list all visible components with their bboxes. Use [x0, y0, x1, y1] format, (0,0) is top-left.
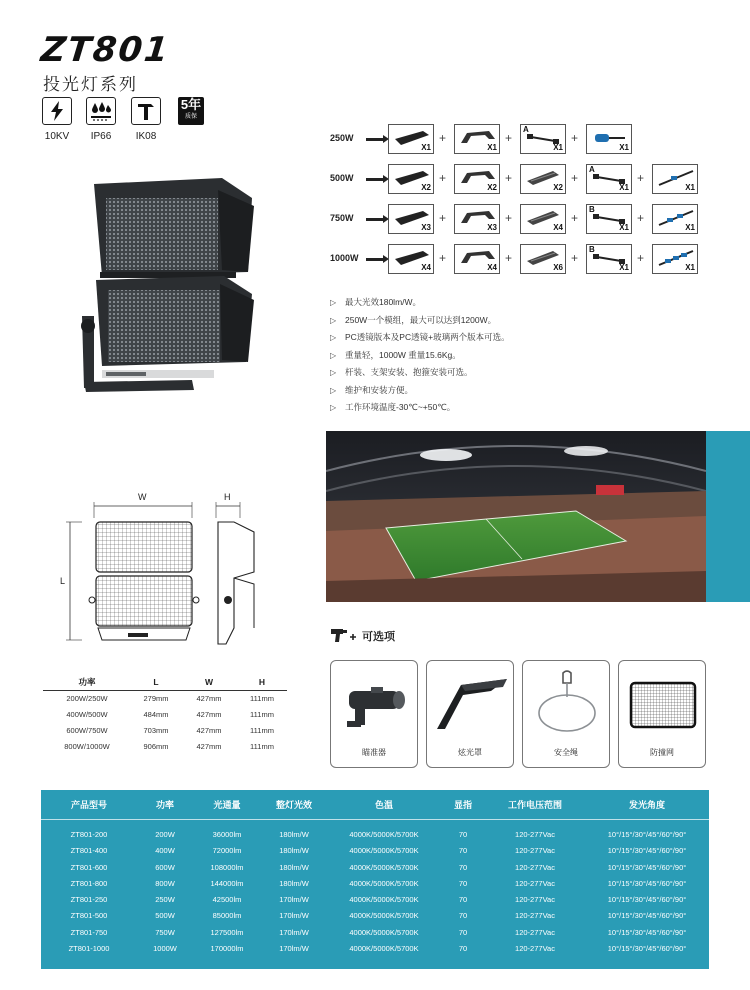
option-card-guard-net: 防撞网 [618, 660, 706, 768]
warranty-note: 质保 [184, 114, 197, 120]
table-cell: 10°/15°/30°/45°/60°/90° [607, 830, 687, 839]
list-item: ▷ PC透镜版本及PC透镜+玻璃两个版本可选。 [330, 329, 510, 347]
table-row [41, 843, 709, 859]
table-cell: 120-277Vac [515, 830, 555, 839]
heatsink-icon: X6 [520, 244, 566, 274]
table-cell: 10°/15°/30°/45°/60°/90° [607, 895, 687, 905]
module-configuration-diagram [330, 124, 700, 274]
table-cell: 170lm/W [279, 895, 309, 905]
connector-cable-icon: A X1 [520, 124, 566, 154]
table-cell: 70 [458, 944, 468, 954]
table-cell: 4000K/5000K/5700K [349, 878, 419, 888]
specification-table [41, 790, 709, 969]
config-row-500w: 500W X2 + X2 + X2 + A X1 + X1 [330, 164, 700, 194]
table-cell: 4000K/5000K/5700K [349, 895, 419, 905]
table-cell: 170lm/W [279, 944, 309, 954]
table-row [41, 827, 709, 843]
table-cell: 144000lm [210, 878, 244, 888]
stadium-application-photo [326, 431, 706, 602]
connector-cable-icon: A X1 [586, 164, 632, 194]
table-row [41, 860, 709, 876]
list-item: ▷ 250W一个模组，最大可以达到1200W。 [330, 312, 510, 330]
table-cell: 72000lm [212, 846, 242, 856]
drill-icon [330, 627, 356, 645]
table-cell: 120-277Vac [515, 944, 555, 954]
driver-plug-icon: X1 [586, 124, 632, 154]
aiming-scope-icon [335, 669, 415, 739]
table-cell: 10°/15°/30°/45°/60°/90° [607, 927, 687, 937]
table-cell: 170000lm [210, 944, 244, 954]
table-cell: 170lm/W [279, 927, 309, 937]
list-item: ▷ 工作环境温度-30℃~+50℃。 [330, 399, 510, 417]
table-row [41, 908, 709, 924]
table-row: 800W/1000W 906mm 427mm 111mm [64, 742, 274, 751]
lightning-icon [42, 97, 72, 125]
list-item: ▷ 重量轻，1000W 重量15.6Kg。 [330, 347, 510, 365]
guard-net-icon [623, 669, 703, 739]
table-cell: 400W [155, 846, 175, 856]
table-row [41, 925, 709, 941]
table-cell: ZT801-750 [70, 927, 108, 937]
table-row: 600W/750W 703mm 427mm 111mm [66, 726, 274, 735]
table-cell: 170lm/W [279, 911, 309, 921]
option-card-safety-rope: 安全绳 [522, 660, 610, 768]
config-watt-label: 750W [330, 213, 354, 223]
option-card-scope: 瞄准器 [330, 660, 418, 768]
heatsink-icon: X2 [520, 164, 566, 194]
bracket-icon: X3 [454, 204, 500, 234]
table-cell: 120-277Vac [515, 878, 555, 888]
table-cell: 120-277Vac [515, 927, 555, 937]
table-cell: 70 [458, 830, 468, 839]
table-header: 产品型号 功率 光通量 整灯光效 色温 显指 工作电压范围 发光角度 [41, 790, 709, 820]
table-cell: 70 [458, 895, 468, 905]
table-cell: 70 [458, 878, 468, 888]
table-cell: 120-277Vac [515, 895, 555, 905]
table-cell: 180lm/W [279, 878, 309, 888]
table-cell: 42500lm [212, 895, 242, 905]
table-cell: 180lm/W [279, 830, 309, 839]
table-cell: 600W [155, 862, 175, 872]
connector-cable-icon: B X1 [586, 204, 632, 234]
table-cell: 85000lm [212, 911, 242, 921]
bracket-icon: X4 [454, 244, 500, 274]
table-cell: 70 [458, 911, 468, 921]
table-cell: 750W [155, 927, 175, 937]
table-cell: 10°/15°/30°/45°/60°/90° [607, 862, 687, 872]
waterproof-icon [86, 97, 116, 125]
list-item: ▷ 杆装、支架安装、抱箍安装可选。 [330, 364, 510, 382]
table-cell: ZT801-1000 [68, 944, 110, 954]
table-row [41, 876, 709, 892]
product-series-subtitle: 投光灯系列 [43, 75, 138, 95]
product-model-title: ZT801 [38, 30, 172, 70]
table-cell: 10°/15°/30°/45°/60°/90° [607, 944, 687, 954]
table-cell: 120-277Vac [515, 862, 555, 872]
config-row-250w: 250W X1 + X1 + A X1 + X1 [330, 124, 700, 154]
dimension-table [43, 674, 287, 755]
table-cell: 4000K/5000K/5700K [349, 911, 419, 921]
feature-label-surge: 10KV [44, 131, 70, 142]
table-row: 200W/250W 279mm 427mm 111mm [66, 694, 274, 703]
glare-shield-icon [431, 669, 511, 739]
option-card-glare-shield: 炫光罩 [426, 660, 514, 768]
arrow-right-icon [366, 178, 384, 181]
list-item: ▷ 维护和安装方便。 [330, 382, 510, 400]
table-cell: 4000K/5000K/5700K [349, 944, 419, 954]
table-cell: 500W [155, 911, 175, 921]
warranty-years: 5年 [180, 97, 202, 112]
table-cell: 180lm/W [279, 846, 309, 856]
feature-label-ik: IK08 [135, 131, 157, 142]
wire-harness-icon: X1 [652, 164, 698, 194]
table-header: 功率 L W H [43, 674, 287, 691]
table-cell: 200W [155, 830, 175, 839]
arrow-right-icon [366, 138, 384, 141]
table-cell: 4000K/5000K/5700K [349, 927, 419, 937]
drawing-length-label: L [60, 576, 66, 586]
table-cell: 4000K/5000K/5700K [349, 846, 419, 856]
config-watt-label: 250W [330, 133, 354, 143]
config-watt-label: 1000W [330, 253, 359, 263]
bracket-icon: X1 [454, 124, 500, 154]
drawing-width-label: W [138, 492, 147, 502]
table-cell: ZT801-600 [70, 862, 108, 872]
config-row-750w: 750W X3 + X3 + X4 + B X1 + X1 [330, 204, 700, 234]
safety-rope-icon [527, 669, 607, 739]
table-cell: 1000W [153, 944, 177, 954]
table-cell: 10°/15°/30°/45°/60°/90° [607, 911, 687, 921]
options-heading [330, 627, 395, 645]
table-cell: 10°/15°/30°/45°/60°/90° [607, 878, 687, 888]
table-cell: 4000K/5000K/5700K [349, 862, 419, 872]
arrow-right-icon [366, 218, 384, 221]
table-cell: 120-277Vac [515, 846, 555, 856]
module-icon: X3 [388, 204, 434, 234]
config-row-1000w: 1000W X4 + X4 + X6 + B X1 + X1 [330, 244, 700, 274]
module-icon: X1 [388, 124, 434, 154]
table-cell: 10°/15°/30°/45°/60°/90° [607, 846, 687, 856]
drawing-height-label: H [224, 492, 231, 502]
table-cell: 800W [155, 878, 175, 888]
options-title: 可选项 [362, 631, 395, 643]
table-row: 400W/500W 484mm 427mm 111mm [66, 710, 274, 719]
module-icon: X4 [388, 244, 434, 274]
hammer-icon [131, 97, 161, 125]
module-icon: X2 [388, 164, 434, 194]
table-cell: ZT801-250 [70, 895, 108, 905]
dimension-drawing [58, 488, 278, 650]
arrow-right-icon [366, 258, 384, 261]
table-cell: 70 [458, 862, 468, 872]
accent-side-strip [706, 431, 750, 602]
table-cell: ZT801-400 [70, 846, 108, 856]
floodlight-product-image [72, 176, 262, 396]
table-cell: ZT801-500 [70, 911, 108, 921]
table-row [41, 941, 709, 957]
feature-label-ip: IP66 [90, 131, 112, 142]
table-cell: 36000lm [212, 830, 242, 839]
table-cell: 120-277Vac [515, 911, 555, 921]
list-item: ▷ 最大光效180lm/W。 [330, 294, 510, 312]
table-row [41, 892, 709, 908]
table-cell: 108000lm [210, 862, 244, 872]
table-cell: 127500lm [210, 927, 244, 937]
table-cell: ZT801-800 [70, 878, 108, 888]
warranty-badge [178, 97, 204, 125]
feature-bullet-list [330, 294, 510, 417]
table-cell: 250W [155, 895, 175, 905]
heatsink-icon: X4 [520, 204, 566, 234]
table-cell: 70 [458, 846, 468, 856]
table-cell: ZT801-200 [70, 830, 108, 839]
table-body [41, 827, 709, 957]
table-cell: 4000K/5000K/5700K [349, 830, 419, 839]
connector-cable-icon: B X1 [586, 244, 632, 274]
table-cell: 180lm/W [279, 862, 309, 872]
wire-harness-icon: X1 [652, 244, 698, 274]
table-cell: 70 [458, 927, 468, 937]
wire-harness-icon: X1 [652, 204, 698, 234]
bracket-icon: X2 [454, 164, 500, 194]
config-watt-label: 500W [330, 173, 354, 183]
